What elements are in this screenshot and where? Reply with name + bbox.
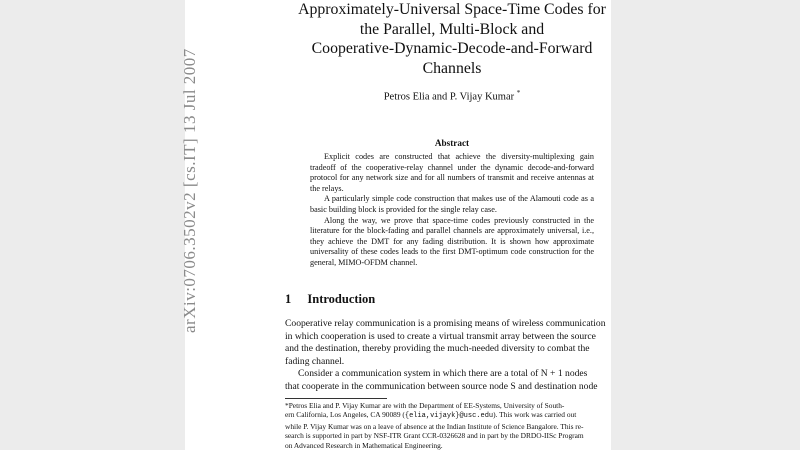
abstract-paragraph: A particularly simple code construction that makes use of the Alamouti code as a basic building block is provided for the single relay case. [310,194,594,214]
abstract-paragraph: Along the way, we prove that space-time codes previously constructed in the literature for the block-fading and parallel channels are approximately universal, i.e., they achieve the DMT for any fading distribution. It is shown how approximate universality of these codes leads to the first DMT-optimum code construction for the general, MIMO-OFDM channel. [310,215,594,267]
footnote-line: while P. Vijay Kumar was on a leave of absence at the Indian Institute of Science Bangalore. This re- [285,421,584,431]
footnote-line [285,410,611,421]
body-line: fading channel. [285,355,345,367]
author-footnote-mark: * [516,89,521,97]
footnote-line: search is supported in part by NSF-ITR Grant CCR-0326628 and in part by the DRDO-IISc Program [285,431,584,441]
body-line: in which cooperation is used to create a virtual transmit array between the source [285,330,596,342]
title-line: the Parallel, Multi-Block and [359,20,545,38]
abstract-paragraph: Explicit codes are constructed that achieve the diversity-multiplexing gain tradeoff of the cooperative-relay channel under the dynamic decode-and-forward protocol for any network size and for all numbers of transmit and receive antennas at the relays. [310,152,594,193]
author-footnote [285,401,611,450]
footnote-text: ern California, Los Angeles, CA 90089 ( [285,410,405,420]
section-title: Introduction [307,292,376,306]
body-line: that cooperate in the communication between source node S and destination node [285,380,598,392]
author-line [245,89,659,103]
abstract-heading: Abstract [434,138,470,148]
author-email: {elia,vijayk}@usc.edu [404,412,494,421]
body-line: Consider a communication system in which there are a total of N + 1 nodes [298,368,588,380]
title-line: Approximately-Universal Space-Time Codes for [298,1,606,18]
section-number: 1 [285,292,292,306]
body-line: and the destination, thereby providing the much-needed diversity to combat the [285,343,590,355]
arxiv-side-stamp: arXiv:0706.3502v2 [cs.IT] 13 Jul 2007 [180,48,199,333]
introduction-text [285,318,611,394]
section-heading-introduction [285,292,375,307]
footnote-line: on Advanced Research in Mathematical Engineering. [285,440,443,450]
body-line: Cooperative relay communication is a promising means of wireless communication [285,318,606,329]
abstract-text [310,152,594,269]
paper-title [245,0,659,78]
title-line: Channels [422,59,482,77]
footnote-line: *Petros Elia and P. Vijay Kumar are with the Department of EE-Systems, University of South- [285,401,565,410]
title-line: Cooperative-Dynamic-Decode-and-Forward [311,40,593,57]
footnote-text: ). This work was carried out [493,410,577,420]
author-names: Petros Elia and P. Vijay Kumar [383,91,515,103]
footnote-divider [285,398,387,399]
